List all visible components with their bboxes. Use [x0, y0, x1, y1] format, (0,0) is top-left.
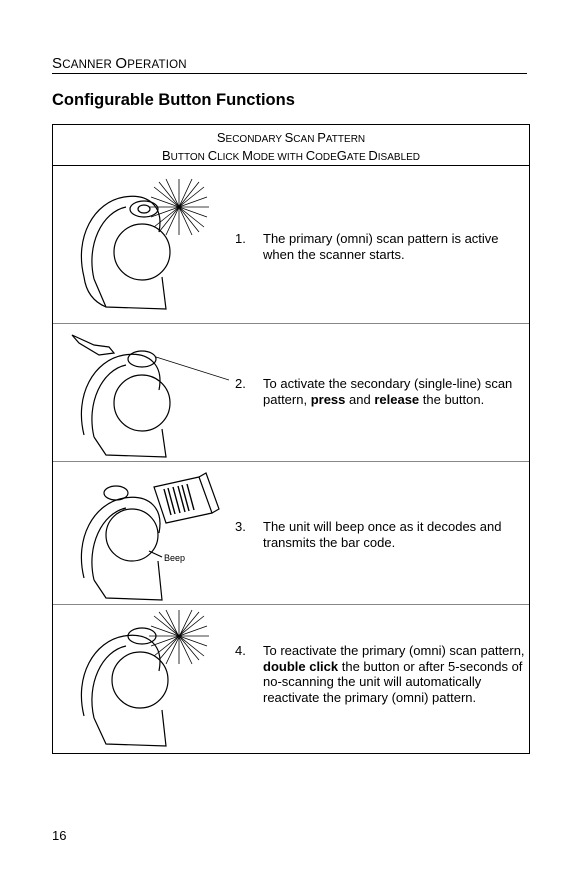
section-title: Configurable Button Functions	[52, 91, 295, 109]
row-number: 4.	[235, 643, 246, 658]
scanner-omni-illustration	[54, 167, 229, 322]
hl1-0: S	[216, 130, 226, 145]
row-1-part-0: The primary (omni) scan pattern is active when the scanner starts.	[263, 231, 499, 262]
hl1-1: ECONDARY	[225, 134, 285, 145]
hl2-0: B	[161, 147, 171, 163]
header-cap-s: S	[52, 55, 63, 72]
row-4-part-1: double click	[263, 658, 339, 674]
hl1-2: S	[284, 130, 294, 145]
button-functions-table	[52, 124, 530, 754]
hl2-4: M	[242, 147, 253, 163]
running-header	[52, 55, 527, 74]
row-2-part-2: and	[345, 391, 375, 407]
row-4-part-0: To reactivate the primary (omni) scan pattern,	[263, 643, 525, 658]
row-description	[263, 231, 525, 262]
header-rest-1: CANNER	[62, 59, 116, 71]
header-cap-o: O	[115, 55, 128, 72]
table-row	[53, 605, 529, 753]
row-description	[263, 519, 525, 550]
row-2-part-3: release	[374, 391, 420, 407]
table-row	[53, 166, 529, 324]
hl2-8: G	[336, 147, 347, 163]
table-header-line-1	[53, 130, 529, 148]
scanner-reactivate-illustration	[54, 606, 229, 751]
hl1-3: CAN	[293, 134, 318, 145]
row-4-part-2: the button or after 5-seconds of no-scanning the unit will automatically reactivate the primary (omni) pattern.	[263, 658, 523, 705]
hl2-2: C	[207, 147, 218, 163]
row-number: 1.	[235, 231, 246, 246]
row-2-part-1: press	[310, 391, 346, 407]
page-number: 16	[52, 828, 67, 843]
table-row	[53, 324, 529, 462]
hl2-10: D	[368, 147, 378, 163]
hl2-1: UTTON	[170, 151, 208, 163]
row-number: 3.	[235, 519, 246, 534]
row-3-part-0: The unit will beep once as it decodes and transmits the bar code.	[263, 519, 502, 550]
hl2-11: ISABLED	[377, 151, 421, 163]
hl2-3: LICK	[217, 151, 243, 163]
hl1-4: P	[317, 130, 326, 145]
row-2-part-4: the button.	[419, 391, 485, 407]
hl2-6: C	[305, 147, 316, 163]
header-rest-2: PERATION	[127, 59, 187, 71]
hl2-7: ODE	[315, 151, 337, 163]
table-row	[53, 462, 529, 605]
table-header-line-2	[53, 148, 529, 166]
table-header	[53, 125, 529, 166]
hl2-9: ATE	[346, 151, 369, 163]
hl2-5: ODE WITH	[252, 151, 306, 163]
hl1-5: ATTERN	[325, 134, 366, 145]
scanner-decode-illustration	[54, 463, 229, 603]
beep-label: Beep	[164, 553, 186, 563]
scanner-single-line-illustration	[54, 325, 229, 460]
row-description	[263, 376, 525, 407]
row-number: 2.	[235, 376, 246, 391]
row-description	[263, 643, 525, 705]
row-2-part-0: To activate the secondary (single-line) scan pattern,	[263, 376, 513, 407]
